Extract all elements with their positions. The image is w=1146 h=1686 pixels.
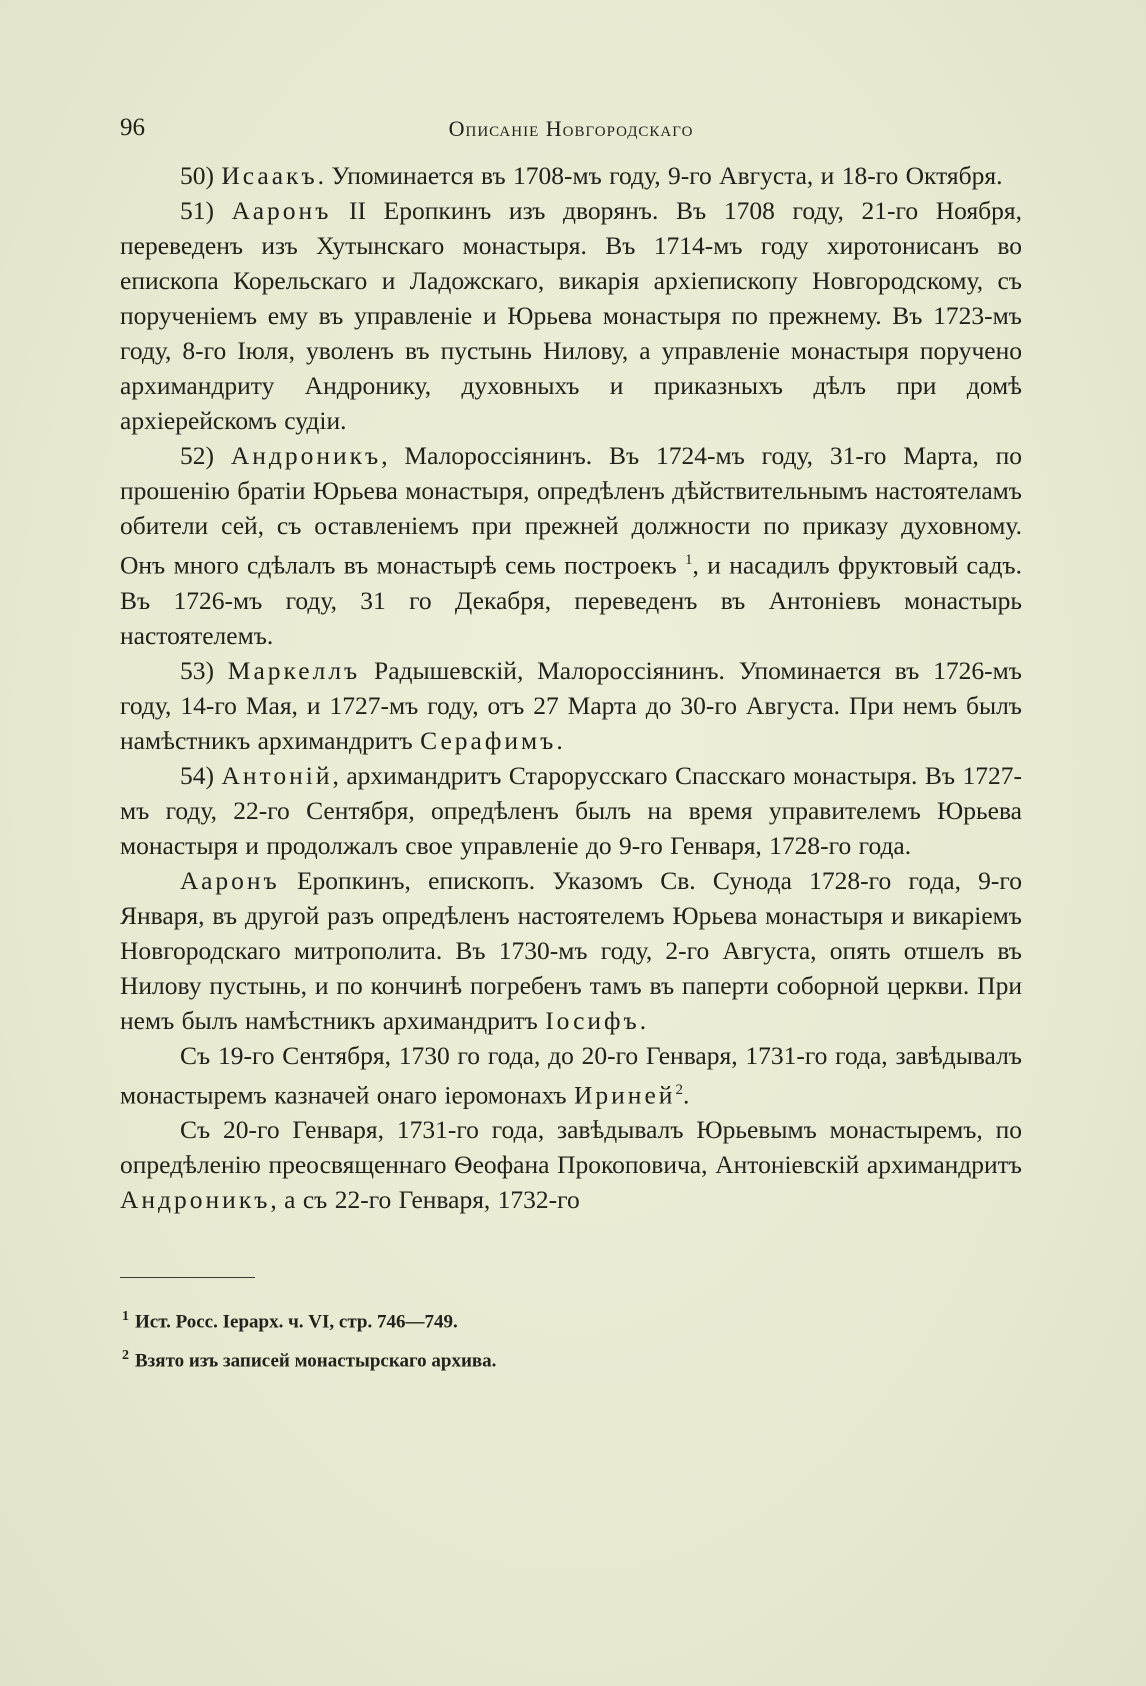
entry-number: 53) [180,655,228,685]
entry-name: Ааронъ [180,865,280,895]
entry-text: , архимандритъ Старорусскаго Спасскаго монастыря. Въ 1727-мъ году, 22-го Сентября, опредѣленъ былъ на время управителемъ Юрьева монастыря и продолжалъ свое управленіе до 9-го Генваря, 1728-го года. [120,760,1022,860]
entry-name: Маркеллъ [227,655,361,685]
entry-number: 52) [180,441,231,470]
paragraph-1730 [120,1038,1022,1113]
footnote-text: Взято изъ записей монастырскаго архива. [135,1350,497,1372]
entry-text-continued: . [639,1005,647,1035]
running-title: Описаніе Новгородскаго [448,116,694,141]
entry-51 [120,193,1022,438]
main-text [120,158,1022,1217]
footnote-mark: 2 [122,1348,129,1364]
footnote-divider [120,1277,255,1278]
paragraph-text-continued: . [682,1080,690,1109]
paragraph-text: Съ 20-го Генваря, 1731-го года, завѣдывалъ Юрьевымъ монастыремъ, по опредѣленію преосвященнаго Ѳеофана Прокоповича, Антоніевскій архимандритъ [120,1115,1022,1179]
paragraph-1731 [120,1112,1022,1217]
entry-name: Андроникъ [230,441,382,470]
entry-text: Радышевскій, Малороссіянинъ. Упоминается въ 1726-мъ году, 14-го Мая, и 1727-мъ году, отъ 27 Марта до 30-го Августа. При немъ былъ намѣстникъ архимандритъ [120,655,1022,755]
entry-text: , Малороссіянинъ. Въ 1724-мъ году, 31-го Марта, по прошенію братіи Юрьева монастыря, опредѣленъ дѣйствительнымъ настоятеламъ обители сей, съ оставленіемъ при прежней должности по приказу духовному. Онъ много сдѣлалъ въ монастырѣ семь построекъ [120,441,1022,580]
secondary-name: Серафимъ [420,725,557,755]
entry-name: Антоній [221,760,333,790]
entry-number: 51) [180,196,232,225]
entry-number: 54) [180,760,222,790]
paragraph-text-continued: , а съ 22-го Генваря, 1732-го [270,1185,580,1214]
entry-text: II Еропкинъ изъ дворянъ. Въ 1708 году, 21-го Ноября, переведенъ изъ Хутынскаго монастыря. Въ 1714-мъ году хиротонисанъ во епископа Корельскаго и Ладожскаго, викарія архіепископу Новгородскому, съ порученіемъ ему въ управленіе и Юрьева монастыря по прежнему. Въ 1723-мъ году, 8-го Іюля, уволенъ въ пустынь Нилову, а управленіе монастыря поручено архимандриту Андронику, духовныхъ и приказныхъ дѣлъ при домѣ архіерейскомъ судіи. [120,196,1022,435]
footnote [122,1300,1022,1339]
entry-text: . Упоминается въ 1708-мъ году, 9-го Августа, и 18-го Октября. [317,161,1003,190]
page-number: 96 [120,114,145,141]
footnotes [120,1300,1022,1379]
secondary-name: Андроникъ [120,1185,271,1214]
paragraph-aaron [120,863,1022,1038]
secondary-name: Іосифъ [545,1005,640,1035]
entry-53 [120,653,1022,758]
footnote-mark: 1 [122,1309,129,1324]
entry-50 [120,158,1022,193]
entry-text-continued: . [556,725,563,755]
footnote [122,1339,1022,1378]
entry-text: Еропкинъ, епископъ. Указомъ Св. Сунода 1728-го года, 9-го Января, въ другой разъ опредѣленъ настоятелемъ Юрьева монастыря и викаріемъ Новгородскаго митрополита. Въ 1730-мъ году, 2-го Августа, опять отшелъ въ Нилову пустынь, и по кончинѣ погребенъ тамъ въ паперти соборной церкви. При немъ былъ намѣстникъ архимандритъ [120,865,1022,1035]
entry-name: Исаакъ [221,161,318,190]
page-header [120,108,1022,148]
footnote-ref: 1 [685,552,693,568]
secondary-name: Ириней [574,1080,676,1109]
paragraph-text: Съ 19-го Сентября, 1730 го года, до 20-го Генваря, 1731-го года, завѣдывалъ монастыремъ казначей онаго іеромонахъ [120,1040,1022,1109]
entry-text-continued: , и насадилъ фруктовый садъ. Въ 1726-мъ году, 31 го Декабря, переведенъ въ Антоніевъ монастырь настоятелемъ. [120,550,1022,650]
entry-52 [120,438,1022,653]
entry-54 [120,758,1022,863]
entry-number: 50) [180,161,222,190]
entry-name: Ааронъ [231,196,332,225]
footnote-ref: 2 [675,1081,683,1098]
footnote-text: Ист. Росс. Іерарх. ч. VI, стр. 746—749. [135,1311,458,1333]
